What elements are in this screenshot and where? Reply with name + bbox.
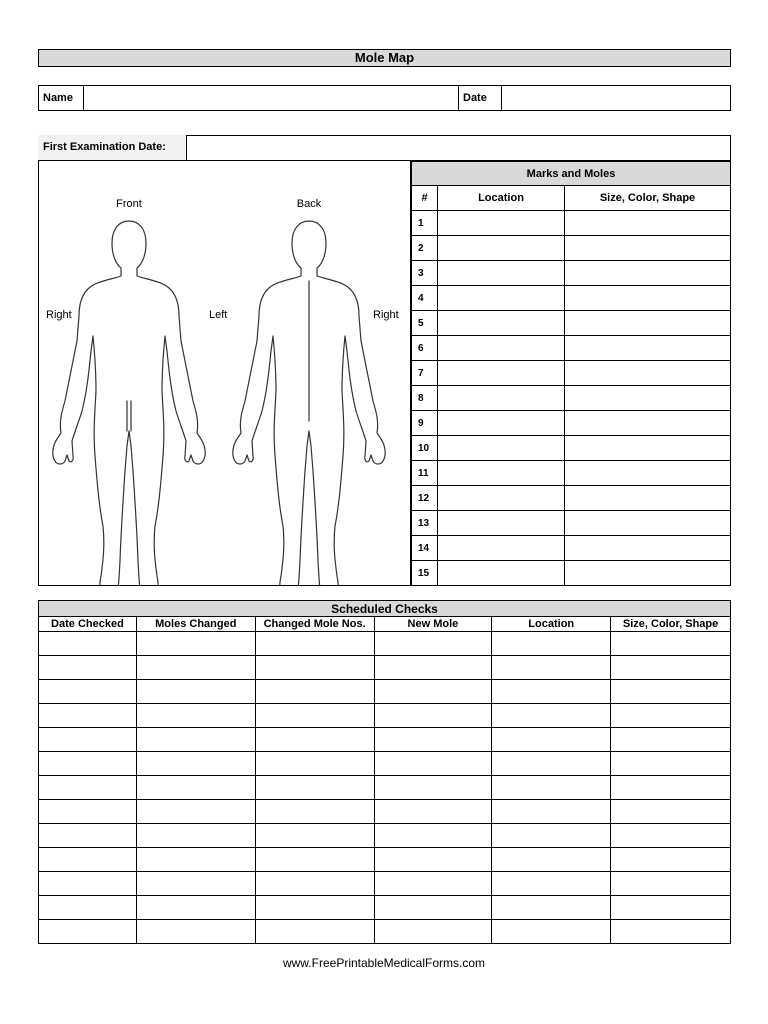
changed-mole-nos-field[interactable] bbox=[255, 752, 374, 776]
marks-table-row bbox=[412, 461, 731, 486]
marks-col-size-color-shape: Size, Color, Shape bbox=[565, 186, 731, 211]
mark-number: 7 bbox=[412, 361, 438, 386]
mark-size-color-shape-field[interactable] bbox=[565, 386, 731, 411]
mark-location-field[interactable] bbox=[438, 336, 565, 361]
mark-number: 1 bbox=[412, 211, 438, 236]
mark-location-field[interactable] bbox=[438, 261, 565, 286]
location-field[interactable] bbox=[492, 704, 611, 728]
changed-mole-nos-field[interactable] bbox=[255, 680, 374, 704]
mark-number: 4 bbox=[412, 286, 438, 311]
moles-changed-field[interactable] bbox=[136, 656, 255, 680]
checks-col-new-mole: New Mole bbox=[374, 617, 492, 632]
marks-col-location: Location bbox=[438, 186, 565, 211]
mark-size-color-shape-field[interactable] bbox=[565, 286, 731, 311]
location-field[interactable] bbox=[492, 848, 611, 872]
location-field[interactable] bbox=[492, 632, 611, 656]
location-field[interactable] bbox=[492, 872, 611, 896]
date-checked-field[interactable] bbox=[39, 896, 137, 920]
changed-mole-nos-field[interactable] bbox=[255, 656, 374, 680]
mark-size-color-shape-field[interactable] bbox=[565, 536, 731, 561]
location-field[interactable] bbox=[492, 728, 611, 752]
marks-table-row bbox=[412, 486, 731, 511]
scheduled-checks-table bbox=[38, 600, 731, 944]
new-mole-field[interactable] bbox=[374, 728, 492, 752]
size-color-shape-field[interactable] bbox=[611, 872, 731, 896]
front-body-outline bbox=[53, 221, 205, 585]
mark-number: 5 bbox=[412, 311, 438, 336]
new-mole-field[interactable] bbox=[374, 824, 492, 848]
mark-number: 2 bbox=[412, 236, 438, 261]
location-field[interactable] bbox=[492, 896, 611, 920]
mark-number: 11 bbox=[412, 461, 438, 486]
moles-changed-field[interactable] bbox=[136, 680, 255, 704]
changed-mole-nos-field[interactable] bbox=[255, 824, 374, 848]
checks-table-row bbox=[39, 848, 731, 872]
marks-table-row bbox=[412, 311, 731, 336]
new-mole-field[interactable] bbox=[374, 680, 492, 704]
location-field[interactable] bbox=[492, 752, 611, 776]
size-color-shape-field[interactable] bbox=[611, 776, 731, 800]
moles-changed-field[interactable] bbox=[136, 800, 255, 824]
moles-changed-field[interactable] bbox=[136, 848, 255, 872]
mark-number: 8 bbox=[412, 386, 438, 411]
patient-info-row bbox=[38, 85, 731, 111]
first-exam-date-label: First Examination Date: bbox=[38, 135, 187, 161]
marks-table-row bbox=[412, 386, 731, 411]
checks-col-location: Location bbox=[492, 617, 611, 632]
size-color-shape-field[interactable] bbox=[611, 920, 731, 944]
back-label: Back bbox=[296, 198, 322, 210]
size-color-shape-field[interactable] bbox=[611, 632, 731, 656]
marks-table-row bbox=[412, 536, 731, 561]
date-checked-field[interactable] bbox=[39, 824, 137, 848]
checks-table-row bbox=[39, 680, 731, 704]
checks-table-row bbox=[39, 656, 731, 680]
size-color-shape-field[interactable] bbox=[611, 728, 731, 752]
moles-changed-field[interactable] bbox=[136, 776, 255, 800]
changed-mole-nos-field[interactable] bbox=[255, 896, 374, 920]
mark-number: 3 bbox=[412, 261, 438, 286]
mark-location-field[interactable] bbox=[438, 486, 565, 511]
mark-size-color-shape-field[interactable] bbox=[565, 511, 731, 536]
mark-number: 9 bbox=[412, 411, 438, 436]
marks-table-row bbox=[412, 236, 731, 261]
size-color-shape-field[interactable] bbox=[611, 680, 731, 704]
name-label: Name bbox=[39, 86, 84, 110]
size-color-shape-field[interactable] bbox=[611, 800, 731, 824]
moles-changed-field[interactable] bbox=[136, 920, 255, 944]
moles-changed-field[interactable] bbox=[136, 752, 255, 776]
mark-size-color-shape-field[interactable] bbox=[565, 411, 731, 436]
body-map-area bbox=[39, 161, 411, 585]
marks-table-row bbox=[412, 511, 731, 536]
size-color-shape-field[interactable] bbox=[611, 656, 731, 680]
moles-changed-field[interactable] bbox=[136, 728, 255, 752]
location-field[interactable] bbox=[492, 800, 611, 824]
mark-location-field[interactable] bbox=[438, 461, 565, 486]
left-label: Left bbox=[209, 309, 228, 321]
date-checked-field[interactable] bbox=[39, 776, 137, 800]
mark-number: 14 bbox=[412, 536, 438, 561]
mark-size-color-shape-field[interactable] bbox=[565, 311, 731, 336]
new-mole-field[interactable] bbox=[374, 656, 492, 680]
mark-location-field[interactable] bbox=[438, 436, 565, 461]
changed-mole-nos-field[interactable] bbox=[255, 848, 374, 872]
checks-table-row bbox=[39, 824, 731, 848]
new-mole-field[interactable] bbox=[374, 920, 492, 944]
mark-size-color-shape-field[interactable] bbox=[565, 336, 731, 361]
date-checked-field[interactable] bbox=[39, 680, 137, 704]
moles-changed-field[interactable] bbox=[136, 704, 255, 728]
new-mole-field[interactable] bbox=[374, 776, 492, 800]
mark-size-color-shape-field[interactable] bbox=[565, 361, 731, 386]
date-checked-field[interactable] bbox=[39, 848, 137, 872]
mark-location-field[interactable] bbox=[438, 536, 565, 561]
mark-number: 15 bbox=[412, 561, 438, 586]
checks-table-row bbox=[39, 752, 731, 776]
mark-size-color-shape-field[interactable] bbox=[565, 236, 731, 261]
changed-mole-nos-field[interactable] bbox=[255, 920, 374, 944]
size-color-shape-field[interactable] bbox=[611, 896, 731, 920]
checks-table-row bbox=[39, 632, 731, 656]
mark-location-field[interactable] bbox=[438, 561, 565, 586]
date-checked-field[interactable] bbox=[39, 656, 137, 680]
new-mole-field[interactable] bbox=[374, 896, 492, 920]
mark-number: 10 bbox=[412, 436, 438, 461]
checks-table-row bbox=[39, 728, 731, 752]
checks-table-row bbox=[39, 896, 731, 920]
marks-table-row bbox=[412, 261, 731, 286]
date-checked-field[interactable] bbox=[39, 728, 137, 752]
changed-mole-nos-field[interactable] bbox=[255, 776, 374, 800]
marks-table-row bbox=[412, 361, 731, 386]
location-field[interactable] bbox=[492, 680, 611, 704]
name-field[interactable] bbox=[84, 86, 459, 110]
date-field[interactable] bbox=[502, 86, 730, 110]
location-field[interactable] bbox=[492, 824, 611, 848]
mark-location-field[interactable] bbox=[438, 286, 565, 311]
back-body-outline bbox=[233, 221, 385, 585]
checks-table-row bbox=[39, 920, 731, 944]
checks-table-row bbox=[39, 872, 731, 896]
marks-table-title: Marks and Moles bbox=[412, 162, 731, 186]
location-field[interactable] bbox=[492, 656, 611, 680]
date-label: Date bbox=[459, 86, 502, 110]
mark-number: 12 bbox=[412, 486, 438, 511]
mark-location-field[interactable] bbox=[438, 411, 565, 436]
marks-table-row bbox=[412, 561, 731, 586]
marks-table-row bbox=[412, 286, 731, 311]
new-mole-field[interactable] bbox=[374, 704, 492, 728]
first-exam-date-field[interactable] bbox=[190, 137, 728, 159]
right-label-front: Right bbox=[46, 309, 72, 321]
mark-size-color-shape-field[interactable] bbox=[565, 461, 731, 486]
mark-number: 6 bbox=[412, 336, 438, 361]
right-label-back: Right bbox=[373, 309, 399, 321]
checks-table-row bbox=[39, 776, 731, 800]
checks-col-date-checked: Date Checked bbox=[39, 617, 137, 632]
date-checked-field[interactable] bbox=[39, 800, 137, 824]
size-color-shape-field[interactable] bbox=[611, 824, 731, 848]
page-title: Mole Map bbox=[38, 49, 731, 67]
size-color-shape-field[interactable] bbox=[611, 752, 731, 776]
checks-table-row bbox=[39, 800, 731, 824]
new-mole-field[interactable] bbox=[374, 800, 492, 824]
location-field[interactable] bbox=[492, 776, 611, 800]
mark-size-color-shape-field[interactable] bbox=[565, 211, 731, 236]
marks-and-moles-table bbox=[411, 161, 731, 586]
marks-table-row bbox=[412, 211, 731, 236]
mark-location-field[interactable] bbox=[438, 311, 565, 336]
mark-location-field[interactable] bbox=[438, 511, 565, 536]
checks-table-row bbox=[39, 704, 731, 728]
date-checked-field[interactable] bbox=[39, 704, 137, 728]
changed-mole-nos-field[interactable] bbox=[255, 872, 374, 896]
new-mole-field[interactable] bbox=[374, 848, 492, 872]
marks-col-number: # bbox=[412, 186, 438, 211]
mark-size-color-shape-field[interactable] bbox=[565, 561, 731, 586]
front-label: Front bbox=[116, 198, 142, 210]
date-checked-field[interactable] bbox=[39, 872, 137, 896]
moles-changed-field[interactable] bbox=[136, 896, 255, 920]
mark-size-color-shape-field[interactable] bbox=[565, 261, 731, 286]
mark-number: 13 bbox=[412, 511, 438, 536]
changed-mole-nos-field[interactable] bbox=[255, 800, 374, 824]
changed-mole-nos-field[interactable] bbox=[255, 728, 374, 752]
changed-mole-nos-field[interactable] bbox=[255, 704, 374, 728]
mark-size-color-shape-field[interactable] bbox=[565, 486, 731, 511]
date-checked-field[interactable] bbox=[39, 920, 137, 944]
footer-url[interactable]: www.FreePrintableMedicalForms.com bbox=[282, 956, 486, 970]
mark-location-field[interactable] bbox=[438, 236, 565, 261]
date-checked-field[interactable] bbox=[39, 632, 137, 656]
checks-col-changed-mole-nos: Changed Mole Nos. bbox=[255, 617, 374, 632]
moles-changed-field[interactable] bbox=[136, 872, 255, 896]
new-mole-field[interactable] bbox=[374, 872, 492, 896]
mark-size-color-shape-field[interactable] bbox=[565, 436, 731, 461]
new-mole-field[interactable] bbox=[374, 752, 492, 776]
size-color-shape-field[interactable] bbox=[611, 848, 731, 872]
checks-col-size-color-shape: Size, Color, Shape bbox=[611, 617, 731, 632]
location-field[interactable] bbox=[492, 920, 611, 944]
marks-table-row bbox=[412, 411, 731, 436]
new-mole-field[interactable] bbox=[374, 632, 492, 656]
mark-location-field[interactable] bbox=[438, 361, 565, 386]
marks-table-row bbox=[412, 436, 731, 461]
moles-changed-field[interactable] bbox=[136, 632, 255, 656]
body-map-figure bbox=[39, 161, 411, 585]
changed-mole-nos-field[interactable] bbox=[255, 632, 374, 656]
checks-col-moles-changed: Moles Changed bbox=[136, 617, 255, 632]
size-color-shape-field[interactable] bbox=[611, 704, 731, 728]
moles-changed-field[interactable] bbox=[136, 824, 255, 848]
checks-table-title: Scheduled Checks bbox=[39, 601, 731, 617]
mark-location-field[interactable] bbox=[438, 386, 565, 411]
marks-table-row bbox=[412, 336, 731, 361]
mark-location-field[interactable] bbox=[438, 211, 565, 236]
date-checked-field[interactable] bbox=[39, 752, 137, 776]
